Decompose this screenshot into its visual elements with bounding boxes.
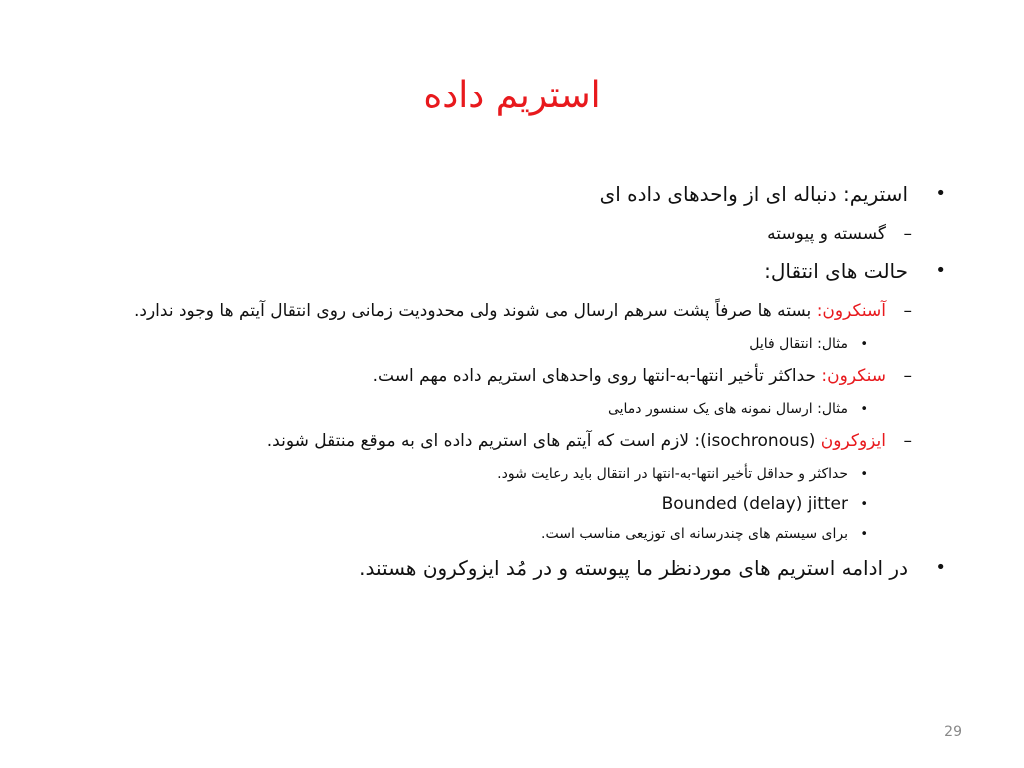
term-isochronous: ایزوکرون [820, 431, 886, 451]
example-text: مثال: انتقال فایل [749, 336, 848, 352]
example-temperature-sensor [106, 397, 936, 422]
bullet-stream-definition [106, 178, 946, 210]
bullet-icon: • [935, 557, 946, 578]
subbullet-discrete-continuous [106, 220, 936, 249]
subbullet-isochronous [106, 427, 936, 456]
subbullet-text: ): لازم است که آیتم های استریم داده ای به موقع منتقل شوند. [266, 431, 707, 451]
page-number: 29 [944, 724, 962, 740]
dash-icon: – [903, 366, 912, 386]
bullet-text: استریم: دنباله ای از واحدهای داده ای [599, 182, 908, 206]
dash-icon: – [903, 301, 912, 321]
bullet-icon: • [860, 497, 868, 512]
bullet-text: در ادامه استریم های موردنظر ما پیوسته و در مُد ایزوکرون هستند. [359, 556, 908, 580]
term-asynchronous: آسنکرون: [816, 301, 886, 321]
bullet-transmission-modes [106, 255, 946, 287]
note-distributed-multimedia [106, 522, 936, 547]
note-text: حداکثر و حداقل تأخیر انتها-به-انتها در انتقال باید رعایت شود. [497, 466, 848, 482]
dash-icon: – [903, 224, 912, 244]
dash-icon: – [903, 431, 912, 451]
subbullet-text: حداکثر تأخیر انتها-به-انتها روی واحدهای استریم داده مهم است. [372, 366, 822, 386]
slide-title: استریم داده [423, 75, 601, 116]
bullet-continuation [106, 552, 946, 584]
subbullet-text: گسسته و پیوسته [767, 224, 886, 244]
note-bounded-jitter [106, 492, 936, 517]
term-synchronous: سنکرون: [821, 366, 886, 386]
bullet-icon: • [860, 467, 868, 482]
example-file-transfer [106, 332, 936, 357]
note-text: برای سیستم های چندرسانه ای توزیعی مناسب است. [541, 526, 848, 542]
subbullet-synchronous [106, 362, 936, 391]
term-isochronous-latin: isochronous [706, 431, 809, 451]
bullet-icon: • [860, 337, 868, 352]
subbullet-text: بسته ها صرفاً پشت سرهم ارسال می شوند ولی محدودیت زمانی روی انتقال آیتم ها وجود ندارد. [133, 301, 817, 321]
note-max-min-delay [106, 462, 936, 487]
slide-content [106, 178, 946, 594]
subbullet-asynchronous [106, 297, 936, 326]
bullet-icon: • [935, 183, 946, 204]
note-text: Bounded (delay) jitter [661, 494, 848, 514]
bullet-icon: • [860, 527, 868, 542]
bullet-text: حالت های انتقال: [764, 259, 908, 283]
bullet-icon: • [860, 402, 868, 417]
bullet-icon: • [935, 260, 946, 281]
example-text: مثال: ارسال نمونه های یک سنسور دمایی [607, 401, 848, 417]
open-paren: ( [808, 431, 821, 451]
